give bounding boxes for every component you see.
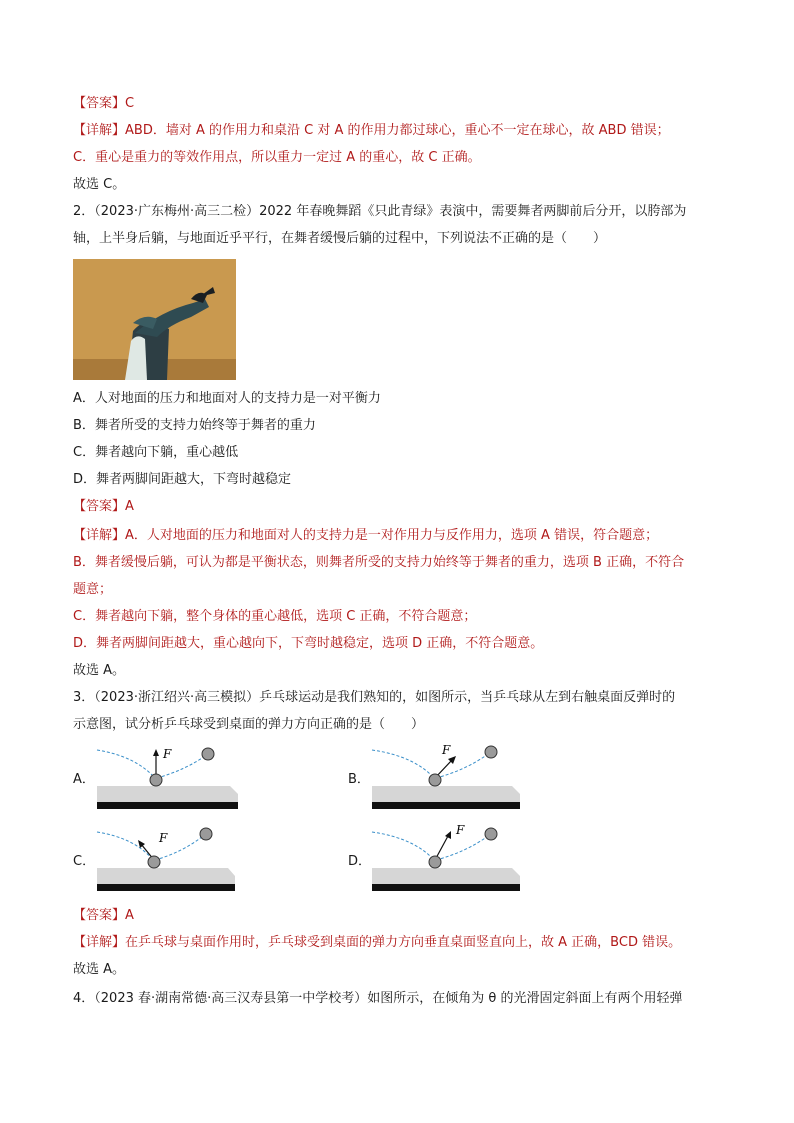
q3-option-b-label: B．	[348, 772, 370, 787]
q1-detail-line-2: C．重心是重力的等效作用点，所以重力一定过 A 的重心，故 C 正确。	[73, 150, 481, 165]
q1-conclusion: 故选 C。	[73, 177, 126, 192]
q1-detail-line-1	[73, 121, 670, 141]
force-label: F	[456, 823, 465, 837]
q3-stem-line-2: 示意图，试分析乒乓球受到桌面的弹力方向正确的是（ ）	[73, 717, 425, 732]
answer-tag: 【答案】	[73, 908, 126, 923]
q4-stem-line-1: 4．（2023 春·湖南常德·高三汉寿县第一中学校考）如图所示，在倾角为 θ 的光滑固定斜面上有两个用轻弹	[73, 991, 683, 1006]
q2-detail-line-3: 题意；	[73, 582, 113, 597]
q3-option-b-diagram	[370, 740, 525, 812]
q3-option-a-label: A．	[73, 772, 95, 787]
q2-detail-line-1	[73, 526, 658, 546]
force-label: F	[163, 747, 172, 761]
q2-conclusion: 故选 A。	[73, 663, 126, 678]
q2-detail-line-5: D．舞者两脚间距越大，重心越向下，下弯时越稳定，选项 D 正确，不符合题意。	[73, 636, 544, 651]
q2-option-d: D．舞者两脚间距越大，下弯时越稳定	[73, 472, 292, 487]
detail-text: 在乒乓球与桌面作用时，乒乓球受到桌面的弹力方向垂直桌面竖直向上，故 A 正确，BCD 错误。	[125, 935, 682, 950]
q3-stem-line-1: 3．（2023·浙江绍兴·高三模拟）乒乓球运动是我们熟知的，如图所示，当乒乓球从左到右触桌面反弹时的	[73, 690, 676, 705]
q2-stem-line-1: 2．（2023·广东梅州·高三二检）2022 年春晚舞蹈《只此青绿》表演中，需要舞者两脚前后分开，以胯部为	[73, 204, 687, 219]
q2-stem-line-2: 轴，上半身后躺，与地面近乎平行，在舞者缓慢后躺的过程中，下列说法不正确的是（ ）	[73, 231, 607, 246]
q3-option-c-diagram	[95, 822, 240, 894]
q3-option-c-label: C．	[73, 854, 96, 869]
detail-text: A．人对地面的压力和地面对人的支持力是一对作用力与反作用力，选项 A 错误，符合题意；	[125, 528, 659, 543]
dancer-illustration	[73, 259, 236, 380]
answer-tag: 【答案】	[73, 96, 126, 111]
q2-detail-line-4: C．舞者越向下躺，整个身体的重心越低，选项 C 正确，不符合题意；	[73, 609, 477, 624]
q3-option-d-label: D．	[348, 854, 372, 869]
force-label: F	[442, 743, 451, 757]
q3-option-a-diagram	[95, 740, 240, 812]
q3-answer-line	[73, 906, 134, 926]
detail-tag: 【详解】	[73, 123, 126, 138]
answer-value: C	[125, 96, 135, 111]
q2-answer-line	[73, 497, 134, 517]
answer-value: A	[125, 908, 134, 923]
answer-value: A	[125, 499, 134, 514]
detail-tag: 【详解】	[73, 528, 126, 543]
q2-option-c: C．舞者越向下躺，重心越低	[73, 445, 239, 460]
q1-answer-line	[73, 94, 134, 114]
q3-detail-line	[73, 933, 681, 953]
q3-option-d-diagram	[370, 822, 525, 894]
q2-detail-line-2: B．舞者缓慢后躺，可认为都是平衡状态，则舞者所受的支持力始终等于舞者的重力，选项 B 正确，不符合	[73, 555, 685, 570]
dancer-photo	[73, 259, 236, 380]
q2-option-b: B．舞者所受的支持力始终等于舞者的重力	[73, 418, 316, 433]
q3-conclusion: 故选 A。	[73, 962, 126, 977]
detail-tag: 【详解】	[73, 935, 126, 950]
q2-option-a: A．人对地面的压力和地面对人的支持力是一对平衡力	[73, 391, 381, 406]
detail-text: ABD．墙对 A 的作用力和桌沿 C 对 A 的作用力都过球心，重心不一定在球心，故 ABD 错误；	[125, 123, 670, 138]
force-label: F	[159, 831, 168, 845]
answer-tag: 【答案】	[73, 499, 126, 514]
